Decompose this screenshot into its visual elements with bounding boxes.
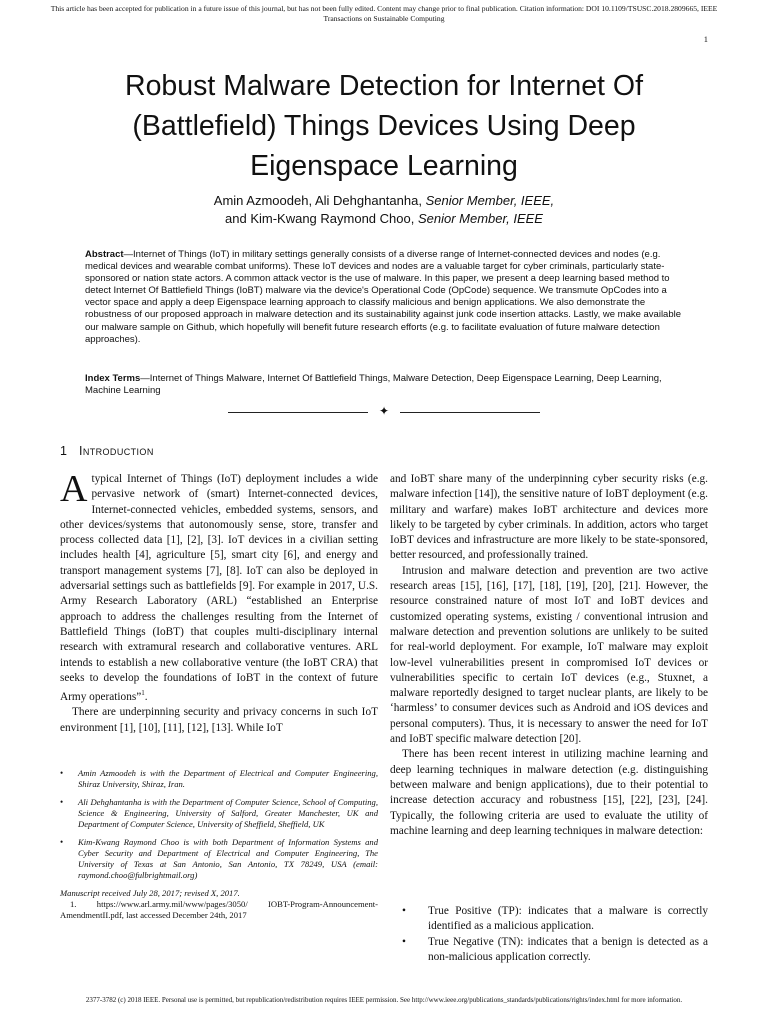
list-item — [390, 904, 708, 935]
left-column — [60, 468, 378, 736]
divider-star-icon: ✦ — [378, 404, 390, 418]
url-footnote: 1. https://www.arl.army.mil/www/pages/3050/ IOBT-Program-Announcement-AmendmentII.pdf, last accessed December 24th, 2017 — [60, 899, 378, 920]
author-line-2 — [60, 210, 708, 228]
intro-paragraph-1 — [60, 468, 378, 705]
section-heading — [60, 444, 154, 458]
intro-paragraph-4: Intrusion and malware detection and prevention are two active research areas [15], [16], [17], [18], [19], [20], [21]. However, the resource constrained nature of most IoT and IoBT devices and customized operating systems, existing / conventional intrusion and malware detection and prevention solutions are unlikely to be suited for real-world deployment. For example, IoT malware may exploit low-level vulnerabilities present in compromised IoT devices or vulnerabilities specific to certain IoT devices (e.g., Stuxnet, a malware reportedly designed to target nuclear plants, are likely to be ‘harmless’ to consumer devices such as Android and iOS devices and personal computers). Thus, it is necessary to answer the need for IoT and IoBT specific malware detection [20]. — [390, 564, 708, 746]
footnotes — [60, 768, 378, 921]
section-number: 1 — [60, 444, 67, 458]
publication-notice-line2: Transactions on Sustainable Computing — [323, 14, 445, 23]
author-list — [60, 192, 708, 228]
affiliation-text: Ali Dehghantanha is with the Department of Computer Science, School of Computing, Science & Engineering, University of Salford, Greater Manchester, UK and Department of Computer Science, University of Sheffield, Sheffield, UK — [78, 797, 378, 829]
affiliation-footnote — [60, 768, 378, 790]
author-role-2: Senior Member, IEEE — [417, 211, 543, 226]
intro-paragraph-3: and IoBT share many of the underpinning cyber security risks (e.g. malware infection [14]), the sensitive nature of IoBT deployment (e.g. military and warfare) makes IoBT architecture and devices more likely to be targeted by cyber criminals. In addition, actors who target IoBT devices and infrastructure are more likely to be state-sponsored, better resourced, and professionally trained. — [390, 473, 708, 562]
criteria-list — [390, 904, 708, 965]
bullet-icon: • — [60, 837, 64, 847]
section-title: Introduction — [78, 444, 154, 458]
paper-title — [60, 66, 708, 186]
intro-paragraph-2: There are underpinning security and privacy concerns in such IoT environment [1], [10], [11], [12], [13]. While IoT — [60, 706, 378, 734]
title-line-1: Robust Malware Detection for Internet Of — [125, 70, 643, 102]
title-line-3: Eigenspace Learning — [250, 150, 518, 182]
list-item — [390, 935, 708, 966]
intro-paragraph-1-text: typical Internet of Things (IoT) deployment includes a wide pervasive network of (smart) Internet-connected devices, Internet-connected vehicles, embedded systems, sensors, and other devices/systems that autonomously sense, store, transfer and process collected data [1], [2], [3]. IoT devices in a civilian setting includes health [4], agriculture [5], smart city [6], and energy and transport management systems [7], [8]. IoT can also be deployed in adversarial settings such as battlefields [9]. For example in 2017, U.S. Army Research Laboratory (ARL) “established an Enterprise approach to address the challenges resulting from the Internet of Battlefield Things (IoBT) that couples multi-disciplinary internal research with extramural research and collaborative ventures. ARL intends to establish a new collaborative venture (the IoBT CRA) that seeks to develop the foundations of IoBT in the context of future Army operations” — [60, 473, 378, 703]
affiliation-footnote — [60, 837, 378, 881]
page-number: 1 — [703, 34, 708, 44]
intro-paragraph-1-end: . — [144, 690, 148, 703]
section-divider — [228, 405, 540, 419]
author-line-1 — [60, 192, 708, 210]
right-column — [390, 472, 708, 839]
index-terms-label: Index Terms — [85, 373, 141, 384]
list-item-text: True Positive (TP): indicates that a malware is correctly identified as a malicious application. — [428, 905, 708, 933]
footnote-marker: 1 — [141, 689, 145, 698]
bullet-icon: • — [60, 797, 64, 807]
publication-notice — [20, 4, 748, 24]
affiliation-text: Amin Azmoodeh is with the Department of Electrical and Computer Engineering, Shiraz University, Shiraz, Iran. — [78, 768, 378, 789]
index-terms — [85, 373, 683, 397]
abstract-text: —Internet of Things (IoT) in military settings generally consists of a diverse range of Internet-connected devices and nodes (e.g. medical devices and wearable combat uniforms). These IoT devices and nodes are a valuable target for cyber criminals, particularly state-sponsored or nation state actors. A common attack vector is the use of malware. In this paper, we present a deep learning based method to detect Internet Of Battlefield Things (IoBT) malware via the device's Operational Code (OpCode) sequence. We transmute OpCodes into a vector space and apply a deep Eigenspace learning approach to classify malicious and benign applications. We also demonstrate the robustness of our proposed approach in malware detection and its sustainability against junk code insertion attacks. Lastly, we make available our malware sample on Github, which hopefully will benefit future research efforts (e.g. to facilitate evaluation of future malware detection approaches). — [85, 249, 682, 345]
intro-paragraph-5: There has been recent interest in utilizing machine learning and deep learning techniques in malware detection (e.g. distinguishing between malware and benign applications), due to their potential to increase detection accuracy and robustness [15], [22], [23], [24]. Typically, the following criteria are used to evaluate the utility of machine learning and deep learning techniques in malware detection: — [390, 748, 708, 837]
author-names-1: Amin Azmoodeh, Ali Dehghantanha, — [213, 193, 422, 208]
drop-cap: A — [60, 468, 88, 510]
list-item-text: True Negative (TN): indicates that a benign is detected as a non-malicious application correctly. — [428, 935, 708, 963]
bullet-icon: • — [60, 768, 64, 778]
manuscript-dates: Manuscript received July 28, 2017; revised X, 2017. — [60, 888, 240, 898]
index-terms-text: —Internet of Things Malware, Internet Of Battlefield Things, Malware Detection, Deep Eigenspace Learning, Deep Learning, Machine Learning — [85, 373, 662, 397]
divider-line-left — [228, 412, 368, 413]
author-role-1: Senior Member, IEEE, — [425, 193, 555, 208]
affiliation-text: Kim-Kwang Raymond Choo is with both Department of Information Systems and Cyber Security and Department of Electrical and Computer Engineering, The University of Texas at San Antonio, San Antonio, TX 78249, USA (email: raymond.choo@fulbrightmail.org) — [78, 837, 378, 880]
affiliation-footnote — [60, 797, 378, 830]
copyright-footer: 2377-3782 (c) 2018 IEEE. Personal use is permitted, but republication/redistribution requires IEEE permission. See http://www.ieee.org/publications_standards/publications/rights/index.html for more information. — [85, 996, 683, 1004]
bullet-icon: • — [402, 935, 406, 948]
abstract — [85, 249, 683, 346]
title-line-2: (Battlefield) Things Devices Using Deep — [132, 110, 636, 142]
abstract-label: Abstract — [85, 249, 124, 260]
author-names-2: and Kim-Kwang Raymond Choo, — [225, 211, 415, 226]
bullet-icon: • — [402, 905, 406, 917]
divider-line-right — [400, 412, 540, 413]
publication-notice-line1: This article has been accepted for publication in a future issue of this journal, but has not been fully edited. Content may change prior to final publication. Citation information: DOI 10.1109/TSUSC.2018.2809665, IEEE — [50, 4, 718, 13]
